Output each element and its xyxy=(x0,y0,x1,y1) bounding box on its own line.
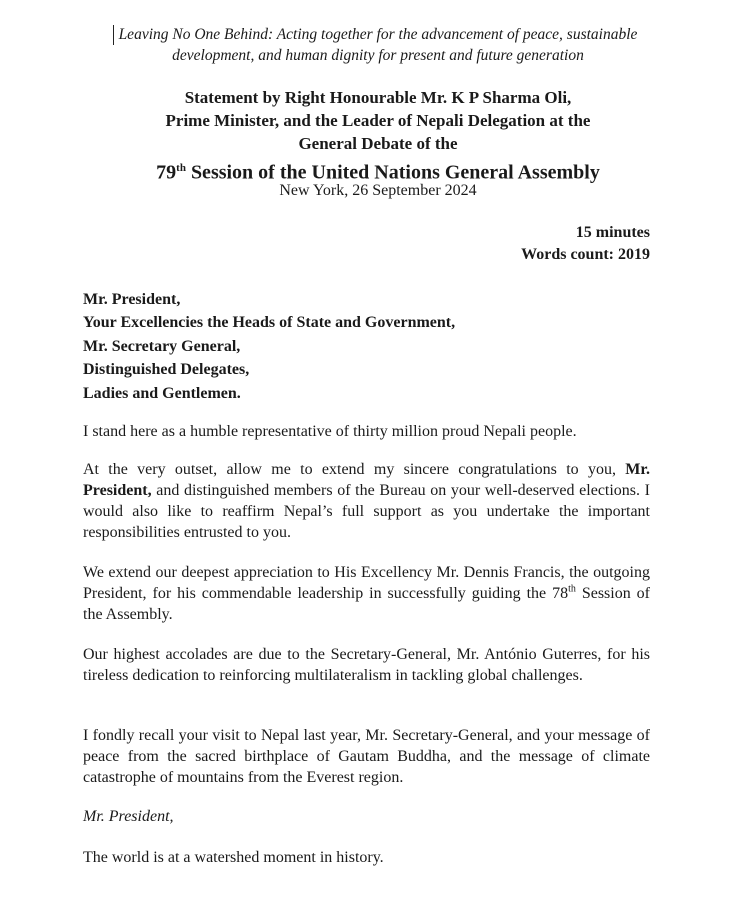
paragraph-2 xyxy=(83,459,650,543)
paragraph-3-text-a: We extend our deepest appreciation to His Excellency Mr. Dennis Francis, the outgoing President, for his commendable leadership in successfully guiding the 78 xyxy=(83,564,650,602)
paragraph-2-text-a: At the very outset, allow me to extend my sincere congratulations to you, xyxy=(83,461,626,478)
session-number: 79 xyxy=(156,161,177,184)
paragraph-6: Mr. President, xyxy=(83,808,174,825)
theme-line-2: development, and human dignity for present and future generation xyxy=(172,47,584,64)
paragraph-4: Our highest accolades are due to the Secretary-General, Mr. António Guterres, for his tireless dedication to reinforcing multilateralism in tackling global challenges. xyxy=(83,646,650,684)
salutation-block xyxy=(83,288,455,405)
paragraph-3-text-b: Session of the Assembly. xyxy=(83,585,651,623)
salutation-line: Your Excellencies the Heads of State and Government, xyxy=(83,314,456,332)
duration: 15 minutes xyxy=(575,224,650,241)
session-text: Session of the United Nations General Assembly xyxy=(185,161,600,184)
paragraph-3-sup: th xyxy=(568,583,576,595)
statement-heading xyxy=(60,86,696,186)
paragraph-1: I stand here as a humble representative of thirty million proud Nepali people. xyxy=(83,423,577,440)
paragraph-2-text-b: and distinguished members of the Bureau on your well-deserved elections. I would also like to reaffirm Nepal’s full support as you undertake the important responsibilities entrusted to you. xyxy=(83,482,650,541)
place-date: New York, 26 September 2024 xyxy=(279,182,477,199)
paragraph-3 xyxy=(83,562,650,625)
salutation-line: Distinguished Delegates, xyxy=(83,361,250,379)
heading-line-1: Statement by Right Honourable Mr. K P Sharma Oli, xyxy=(184,88,572,107)
paragraph-7: The world is at a watershed moment in history. xyxy=(83,849,384,866)
session-suffix: th xyxy=(176,162,186,174)
heading-line-3: General Debate of the xyxy=(298,134,458,153)
paragraph-2-emphasis: Mr. President, xyxy=(83,461,650,499)
heading-line-2: Prime Minister, and the Leader of Nepali Delegation at the xyxy=(165,111,591,130)
word-count: Words count: 2019 xyxy=(521,246,650,263)
theme-statement xyxy=(90,24,666,66)
salutation-line: Mr. President, xyxy=(83,291,181,308)
speech-meta xyxy=(521,222,650,266)
paragraph-5: I fondly recall your visit to Nepal last year, Mr. Secretary-General, and your message of peace from the sacred birthplace of Gautam Buddha, and the message of climate catastrophe of mountains from the Everest region. xyxy=(83,727,650,786)
theme-line-1: Leaving No One Behind: Acting together for the advancement of peace, sustainable xyxy=(118,26,638,43)
salutation-line: Mr. Secretary General, xyxy=(83,337,241,355)
salutation-line: Ladies and Gentlemen. xyxy=(83,384,241,402)
